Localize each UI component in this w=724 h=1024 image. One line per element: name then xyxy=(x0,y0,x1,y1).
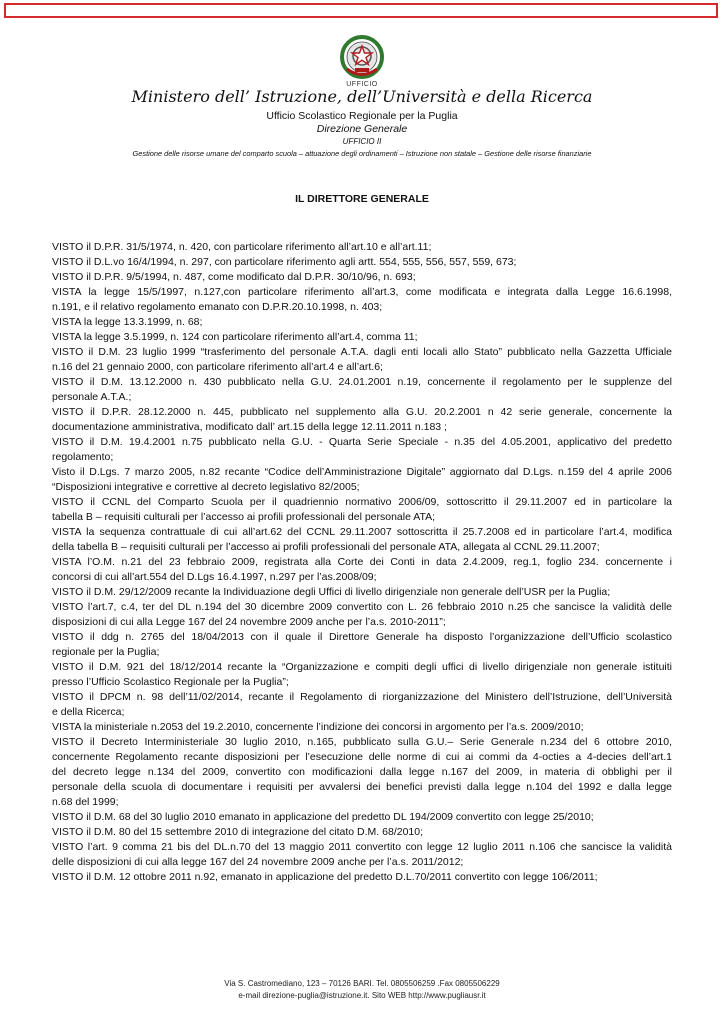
paragraph-line: VISTO il D.M. 29/12/2009 recante la Individuazione degli Uffici di livello dirigenziale non generale dell’USR per la Puglia; xyxy=(52,586,611,598)
visto-paragraph xyxy=(52,495,672,525)
paragraph-line: VISTA la ministeriale n.2053 del 19.2.2010, concernente l’indizione dei concorsi in argomento per l’a.s. 2009/2010; xyxy=(52,721,584,733)
visto-paragraph xyxy=(52,525,672,555)
emblem-label: UFFICIO xyxy=(346,81,378,88)
paragraph-line: VISTO il CCNL del Comparto Scuola per il quadriennio normativo 2006/09, sottoscritto il 29.11.2007 ed in particolare la xyxy=(52,496,672,508)
paragraph-line: VISTO il D.M. 921 del 18/12/2014 recante la “Organizzazione e compiti degli uffici di livello dirigenziale non generale istituiti xyxy=(52,661,672,673)
paragraph-line: VISTO il D.P.R. 9/5/1994, n. 487, come modificato dal D.P.R. 30/10/96, n. 693; xyxy=(52,271,416,283)
paragraph-line: VISTA la legge 13.3.1999, n. 68; xyxy=(52,316,203,328)
visto-paragraph xyxy=(52,825,672,840)
visto-paragraph xyxy=(52,435,672,465)
visto-paragraph xyxy=(52,330,672,345)
regional-office: Ufficio Scolastico Regionale per la Puglia xyxy=(266,110,458,122)
italian-republic-emblem-icon xyxy=(338,32,386,80)
paragraph-line: disposizioni di cui alla Legge 167 del 24 novembre 2009 anche per l’a.s. 2010-2011”; xyxy=(52,616,446,628)
visto-paragraph xyxy=(52,600,672,630)
visto-paragraph xyxy=(52,630,672,660)
visto-paragraph xyxy=(52,810,672,825)
paragraph-line: VISTO il D.M. 13.12.2000 n. 430 pubblicato nella G.U. 24.01.2001 n.19, concernente il regolamento per le supplenze del xyxy=(52,376,672,388)
visto-paragraph xyxy=(52,840,672,870)
visto-paragraph xyxy=(52,405,672,435)
paragraph-line: n.68 del 1999; xyxy=(52,796,119,808)
footer-address: Via S. Castromediano, 123 – 70126 BARI. Tel. 0805506259 .Fax 0805506229 xyxy=(224,979,500,988)
visto-paragraph xyxy=(52,870,672,885)
paragraph-line: regionale per la Puglia; xyxy=(52,646,160,658)
paragraph-line: n.191, e il relativo regolamento emanato con D.P.R.20.10.1998, n. 403; xyxy=(52,301,383,313)
paragraph-line: VISTA la sequenza contrattuale di cui all’art.62 del CCNL 29.11.2007 sottoscritta il 25.7.2008 ed in particolare l’art.4, modifica xyxy=(52,526,672,538)
general-direction: Direzione Generale xyxy=(316,123,408,135)
paragraph-line: presso l’Ufficio Scolastico Regionale per la Puglia”; xyxy=(52,676,289,688)
document-title: IL DIRETTORE GENERALE xyxy=(295,193,429,205)
paragraph-line: VISTO l’art.7, c.4, ter del DL n.194 del 30 dicembre 2009 convertito con L. 26 febbraio 2010 n.25 che sancisce la validità delle xyxy=(52,601,672,613)
visto-paragraph xyxy=(52,315,672,330)
paragraph-line: VISTO il D.M. 68 del 30 luglio 2010 emanato in applicazione del predetto DL 194/2009 convertito con legge 25/2010; xyxy=(52,811,594,823)
paragraph-line: VISTA l’O.M. n.21 del 23 febbraio 2009, registrata alla Corte dei Conti in data 2.4.2009, reg.1, foglio 234. concernente i xyxy=(52,556,672,568)
paragraph-line: Visto il D.Lgs. 7 marzo 2005, n.82 recante “Codice dell’Amministrazione Digitale” aggiornato dal D.Lgs. n.159 del 4 aprile 2006 xyxy=(52,466,672,478)
visto-paragraph xyxy=(52,690,672,720)
paragraph-line: regolamento; xyxy=(52,451,114,463)
visto-paragraph xyxy=(52,345,672,375)
paragraph-line: tabella B – requisiti culturali per l’accesso ai profili professionali del personale ATA; xyxy=(52,511,436,523)
paragraph-line: VISTO il D.L.vo 16/4/1994, n. 297, con particolare riferimento agli artt. 554, 555, 556, 557, 559, 673; xyxy=(52,256,517,268)
visto-paragraph xyxy=(52,735,672,810)
paragraph-line: e della Ricerca; xyxy=(52,706,125,718)
visto-paragraph xyxy=(52,255,672,270)
office-unit: UFFICIO II xyxy=(342,137,382,146)
paragraph-line: “Disposizioni integrative e correttive al decreto legislativo 82/2005; xyxy=(52,481,360,493)
visto-paragraph xyxy=(52,660,672,690)
paragraph-line: VISTO il DPCM n. 98 dell’11/02/2014, recante il Regolamento di riorganizzazione del Ministero dell’Istruzione, dell’Università xyxy=(52,691,672,703)
visto-paragraph xyxy=(52,270,672,285)
paragraph-line: VISTO il D.P.R. 31/5/1974, n. 420, con particolare riferimento all’art.10 e all’art.11; xyxy=(52,241,432,253)
paragraph-line: del decreto legge n.134 del 2009, convertito con modificazioni dalla legge n.167 del 2009, in materia di obblighi per il xyxy=(52,766,672,778)
top-red-bar xyxy=(4,3,718,18)
paragraph-line: VISTO il ddg n. 2765 del 18/04/2013 con il quale il Direttore Generale ha disposto l’organizzazione dell’Ufficio scolastico xyxy=(52,631,672,643)
paragraph-line: documentazione amministrativa, modificato dall’ art.15 della legge 12.11.2011 n.183 ; xyxy=(52,421,447,433)
paragraph-line: concorsi di cui all’art.554 del D.Lgs 16.4.1997, n.297 per l’as.2008/09; xyxy=(52,571,377,583)
visto-paragraph xyxy=(52,720,672,735)
visto-paragraph xyxy=(52,585,672,600)
paragraph-line: della tabella B – requisiti culturali per l’accesso ai profili professionali del personale ATA, allegata al CCNL 29.11.2007; xyxy=(52,541,600,553)
visto-paragraph xyxy=(52,285,672,315)
ministry-title: Ministero dell’ Istruzione, dell’Università e della Ricerca xyxy=(131,87,593,106)
visto-paragraph xyxy=(52,240,672,255)
paragraph-line: VISTO il D.P.R. 28.12.2000 n. 445, pubblicato nel supplemento alla G.U. 20.2.2001 n 42 serie generale, concernente la xyxy=(52,406,672,418)
paragraph-line: VISTO il Decreto Interministeriale 30 luglio 2010, n.165, pubblicato sulla G.U.– Serie Generale n.234 del 6 ottobre 2010, xyxy=(52,736,672,748)
paragraph-line: concernente Regolamento recante disposizioni per l’esecuzione delle norme di cui ai commi da 4-octies a 4-decies dell’art.1 xyxy=(52,751,672,763)
document-body xyxy=(52,240,672,885)
visto-paragraph xyxy=(52,375,672,405)
paragraph-line: delle disposizioni di cui alla legge 167 del 24 novembre 2009 anche per l’a.s. 2011/2012; xyxy=(52,856,464,868)
paragraph-line: VISTA la legge 15/5/1997, n.127,con particolare riferimento all’art.3, come modificata e integrata dalla Legge 16.6.1998, xyxy=(52,286,672,298)
paragraph-line: VISTO il D.M. 12 ottobre 2011 n.92, emanato in applicazione del predetto D.L.70/2011 convertito con legge 106/2011; xyxy=(52,871,598,883)
paragraph-line: VISTO il D.M. 80 del 15 settembre 2010 di integrazione del citato D.M. 68/2010; xyxy=(52,826,424,838)
paragraph-line: VISTO il D.M. 23 luglio 1999 “trasferimento del personale A.T.A. dagli enti locali allo Stato” pubblicato nella Gazzetta Ufficiale xyxy=(52,346,672,358)
footer-contact: e-mail direzione-puglia@istruzione.it. Sito WEB http://www.pugliausr.it xyxy=(238,991,486,1000)
paragraph-line: personale A.T.A.; xyxy=(52,391,132,403)
visto-paragraph xyxy=(52,555,672,585)
paragraph-line: personale della scuola di documentare i requisiti per avvalersi dei benefici previsti dalla legge n.104 del 1992 e dalla legge xyxy=(52,781,672,793)
paragraph-line: VISTO il D.M. 19.4.2001 n.75 pubblicato nella G.U. - Quarta Serie Speciale - n.35 del 4.05.2001, applicativo del predetto xyxy=(52,436,672,448)
paragraph-line: VISTO l’art. 9 comma 21 bis del DL.n.70 del 13 maggio 2011 convertito con legge 12 luglio 2011 n.106 che sancisce la validità xyxy=(52,841,672,853)
paragraph-line: n.16 del 21 gennaio 2000, con particolare riferimento all’art.4 e all’art.6; xyxy=(52,361,383,373)
management-line: Gestione delle risorse umane del comparto scuola – attuazione degli ordinamenti – Istruzione non statale – Gestione delle risorse finanziarie xyxy=(132,149,592,158)
paragraph-line: VISTA la legge 3.5.1999, n. 124 con particolare riferimento all’art.4, comma 11; xyxy=(52,331,418,343)
visto-paragraph xyxy=(52,465,672,495)
